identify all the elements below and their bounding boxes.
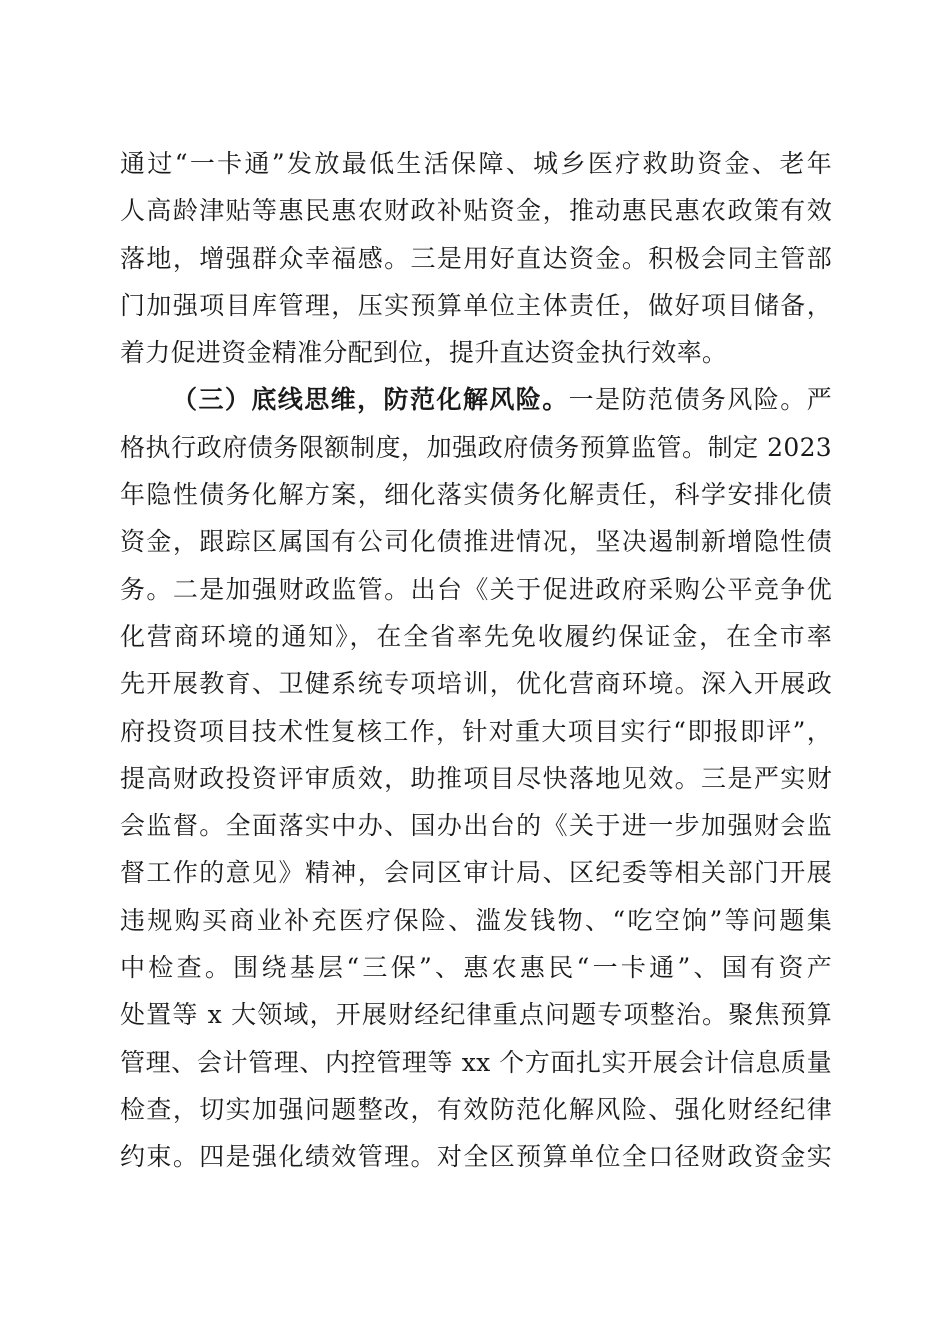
text-line: 人高龄津贴等惠民惠农财政补贴资金，推动惠民惠农政策有效 xyxy=(120,196,832,226)
paragraph-1 xyxy=(120,140,832,376)
text-line: 门加强项目库管理，压实预算单位主体责任，做好项目储备， xyxy=(120,290,832,320)
text-line: 管理、会计管理、内控管理等 xx 个方面扎实开展会计信息质量 xyxy=(120,1047,832,1077)
text-line: 会监督。全面落实中办、国办出台的《关于进一步加强财会监 xyxy=(120,811,832,841)
text-line: 化营商环境的通知》，在全省率先免收履约保证金，在全市率 xyxy=(120,621,832,651)
text-line: 先开展教育、卫健系统专项培训，优化营商环境。深入开展政 xyxy=(120,669,832,699)
heading-line-text: 一是防范债务风险。严 xyxy=(568,385,832,415)
text-line: 府投资项目技术性复核工作，针对重大项目实行“即报即评”， xyxy=(120,716,832,746)
text-line: 中检查。围绕基层“三保”、惠农惠民“一卡通”、国有资产 xyxy=(120,953,832,983)
paragraph-first-line xyxy=(120,376,832,423)
text-line: 督工作的意见》精神，会同区审计局、区纪委等相关部门开展 xyxy=(120,858,832,888)
text-line: 年隐性债务化解方案，细化落实债务化解责任，科学安排化债 xyxy=(120,480,832,510)
text-line: 约束。四是强化绩效管理。对全区预算单位全口径财政资金实 xyxy=(120,1142,832,1172)
text-line: 格执行政府债务限额制度，加强政府债务预算监管。制定 2023 xyxy=(120,432,832,462)
text-line: 违规购买商业补充医疗保险、滥发钱物、“吃空饷”等问题集 xyxy=(120,905,832,935)
text-line: 处置等 x 大领域，开展财经纪律重点问题专项整治。聚焦预算 xyxy=(120,1000,832,1030)
body-text xyxy=(120,140,832,1181)
text-line: 落地，增强群众幸福感。三是用好直达资金。积极会同主管部 xyxy=(120,243,832,273)
text-line: 务。二是加强财政监管。出台《关于促进政府采购公平竞争优 xyxy=(120,574,832,604)
section-heading: （三）底线思维，防范化解风险。 xyxy=(172,385,569,415)
text-line: 提高财政投资评审质效，助推项目尽快落地见效。三是严实财 xyxy=(120,763,832,793)
paragraph-2 xyxy=(120,376,832,1180)
text-line: 通过“一卡通”发放最低生活保障、城乡医疗救助资金、老年 xyxy=(120,149,832,178)
text-line: 着力促进资金精准分配到位，提升直达资金执行效率。 xyxy=(120,338,728,368)
text-line: 资金，跟踪区属国有公司化债推进情况，坚决遏制新增隐性债 xyxy=(120,527,832,557)
text-line: 检查，切实加强问题整改，有效防范化解风险、强化财经纪律 xyxy=(120,1094,832,1124)
